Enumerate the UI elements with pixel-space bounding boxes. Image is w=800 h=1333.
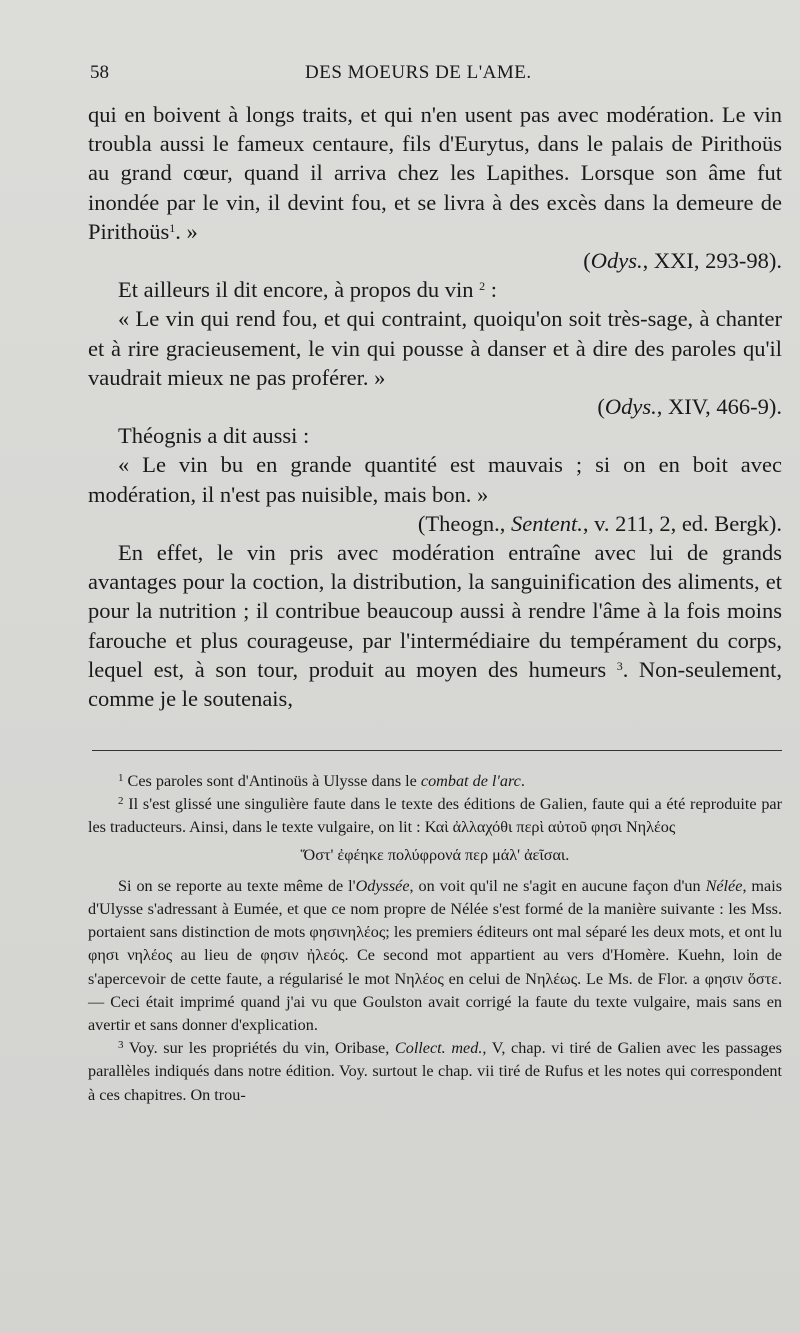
footnotes — [88, 770, 782, 1107]
paragraph-3: Théognis a dit aussi : — [118, 423, 310, 449]
footnote-ref-3[interactable]: 3 — [616, 658, 623, 673]
quote-2: « Le vin bu en grande quantité est mauvais ; si on en boit avec modération, il n'est pas nuisible, mais bon. » — [88, 452, 782, 507]
footnote-divider — [92, 750, 782, 751]
citation-odyssey-14: (Odys., XIV, 466-9). — [597, 394, 782, 420]
quote-1: « Le vin qui rend fou, et qui contraint, quoiqu'on soit très-sage, à chanter et à rire gracieusement, le vin qui pousse à danser et à dire des paroles qu'il vaudrait mieux ne pas proférer. » — [88, 306, 782, 390]
footnote-3: $^3$ Voy. sur les propriétés du vin, Oribase, Collect. med., V, chap. vi tiré de Galien avec les passages parallèles indiqués dans notre édition. Voy. surtout le chap. vii tiré de Rufus et les notes qui correspondent à ces chapitres. On trou- — [88, 1039, 782, 1104]
footnote-ref-1[interactable]: 1 — [169, 220, 176, 235]
footnote-1: $^1$ Ces paroles sont d'Antinoüs à Ulysse dans le combat de l'arc. — [118, 772, 525, 790]
footnote-2-continued: Si on se reporte au texte même de l'Odyssée, on voit qu'il ne s'agit en aucune façon d'un Nélée, mais d'Ulysse s'adressant à Eumée, et que ce nom propre de Nélée s'est formé de la manière suivante : les Mss. portaient sans distinction de mots φησινηλέος; les premiers éditeurs ont mal séparé les deux mots, et ont lu φησι νηλέος au lieu de φησιν ἠλεός. Ce second mot appartient au vers d'Homère. Kuehn, loin de s'apercevoir de cette faute, a régularisé le mot Νηλέος en celui de Νηλέως. Le Ms. de Flor. a φησιν ὅστε. — Ceci était imprimé quand j'ai vu que Goulston avait corrigé la faute du texte vulgaire, mais sans en avertir et sans donner d'explication. — [88, 876, 783, 1035]
citation-theognis: (Theogn., Sentent., v. 211, 2, ed. Bergk). — [417, 510, 782, 536]
paragraph-1: qui en boivent à longs traits, et qui n'en usent pas avec modération. Le vin troubla aussi le fameux centaure, fils d'Eurytus, dans le palais de Pirithoüs au grand cœur, quand il arriva chez les Lapithes. Lorsque son âme fut inondée par le vin, il devint fou, et se livra à des excès dans la demeure de Pirithoüs$^1$. » — [88, 102, 782, 244]
page-header — [90, 62, 790, 92]
page-number: 58 — [90, 62, 109, 83]
paragraph-2: Et ailleurs il dit encore, à propos du vin $^2$ : — [118, 277, 498, 303]
main-text — [88, 100, 782, 713]
footnote-2: $^2$ Il s'est glissé une singulière faute dans le texte des éditions de Galien, faute qui a été reproduite par les traducteurs. Ainsi, dans le texte vulgaire, on lit : Καὶ ἀλλαχόθι περὶ αὐτοῦ φησι Νηλέος — [88, 795, 783, 837]
citation-odyssey-21: (Odys., XXI, 293-98). — [583, 248, 782, 274]
running-title: DES MOEURS DE L'AME. — [305, 62, 532, 83]
paragraph-4: En effet, le vin pris avec modération entraîne avec lui de grands avantages pour la coction, la distribution, la sanguinification des aliments, et pour la nutrition ; il contribue beaucoup aussi à rendre l'âme à la fois moins farouche et plus courageuse, par l'intermédiaire du tempérament du corps, lequel est, à son tour, produit au moyen des humeurs $^3$. Non-seulement, comme je le soutenais, — [88, 540, 782, 712]
footnote-ref-2[interactable]: 2 — [479, 279, 486, 294]
greek-verse: Ὅστ' ἐφέηκε πολύφρονά περ μάλ' ἀεῖσαι. — [300, 845, 570, 864]
